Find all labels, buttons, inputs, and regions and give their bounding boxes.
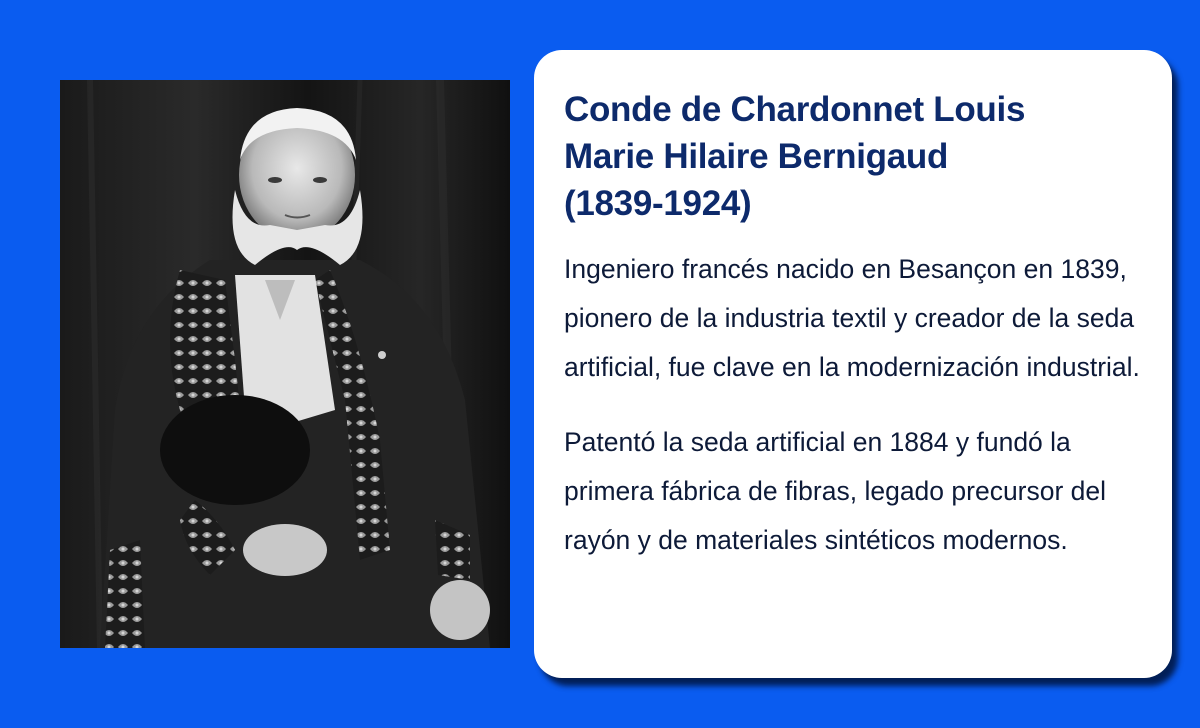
portrait-photo [60,80,510,648]
biography-title [564,86,1142,227]
biography-paragraph-2: Patentó la seda artificial en 1884 y fundó la primera fábrica de fibras, legado precursor del rayón y de materiales sintéticos modernos. [564,427,1107,555]
biography-card [534,50,1172,678]
title-line: (1839-1924) [564,184,752,223]
biography-paragraph-1: Ingeniero francés nacido en Besançon en 1839, pionero de la industria textil y creador de la seda artificial, fue clave en la modernización industrial. [564,254,1140,382]
portrait-illustration [60,80,510,648]
title-line: Marie Hilaire Bernigaud [564,137,949,176]
title-line: Conde de Chardonnet Louis [564,90,1026,129]
